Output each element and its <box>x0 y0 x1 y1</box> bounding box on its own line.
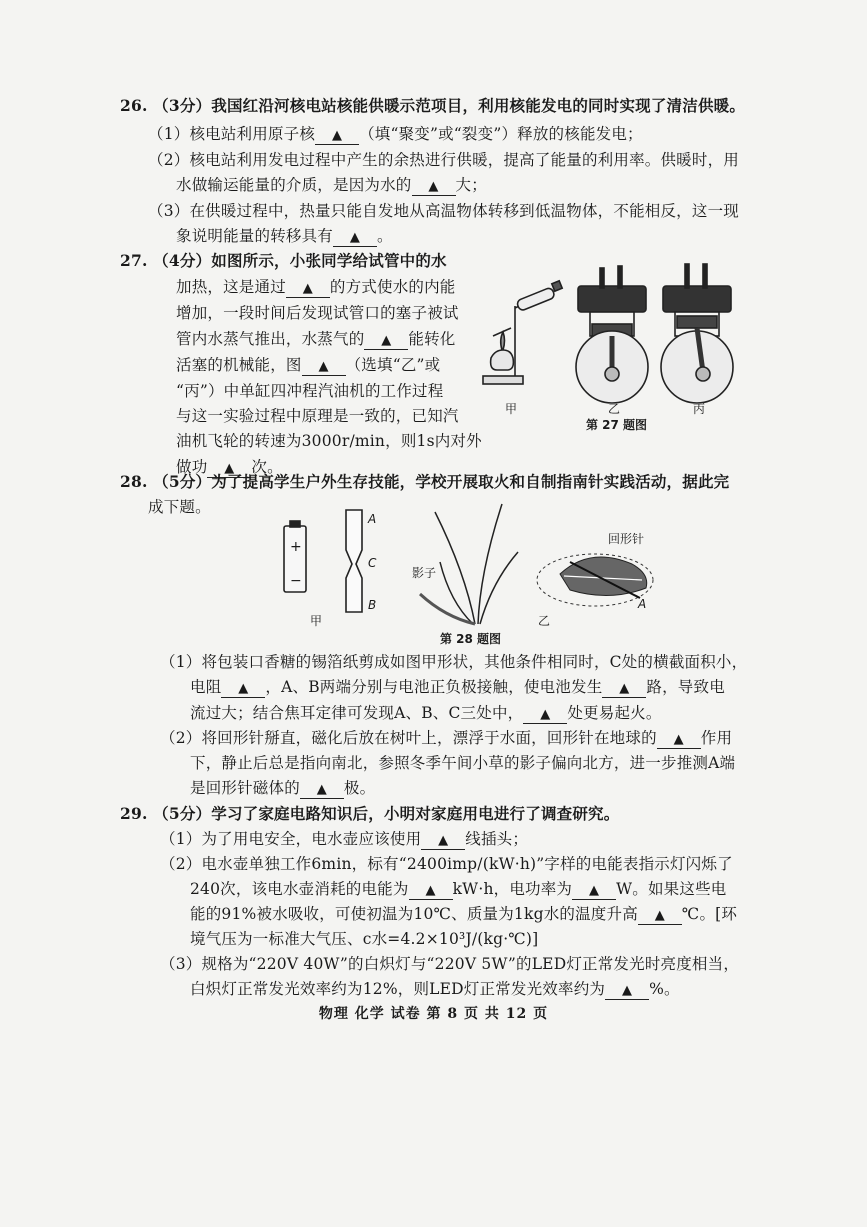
answer-blank[interactable]: ▲ <box>409 883 453 900</box>
q28-line2: 成下题。 <box>148 498 211 516</box>
q28-part2-line1 <box>160 728 732 749</box>
q28-p1-text-c: 路，导致电 <box>646 678 725 696</box>
q26-p1-text-b: （填“聚变”或“裂变”）释放的核能发电； <box>359 125 643 143</box>
q29-p3-text-b: %。 <box>649 980 680 998</box>
q29-part3-line1: （3）规格为“220V 40W”的白炽灯与“220V 5W”的LED灯正常发光时亮度相当， <box>160 955 740 973</box>
q29-part3-line2 <box>190 979 680 1000</box>
q29-part2-line1: （2）电水壶单独工作6min，标有“2400imp/(kW·h)”字样的电能表指示灯闪烁了 <box>160 855 733 873</box>
q27-l5-text-b: （选填“乙”或 <box>345 356 441 374</box>
figure-27-drawing <box>475 258 740 418</box>
q27-l5-text-a: 活塞的机械能，图 <box>176 356 302 374</box>
fig27-caption: 第 27 题图 <box>586 418 648 432</box>
battery-plus: + <box>290 539 302 555</box>
answer-blank[interactable]: ▲ <box>315 128 359 145</box>
leaf-end-label-a: A <box>638 597 647 611</box>
q29-part2-line3 <box>190 904 737 925</box>
q27-header: 27. （4分）如图所示，小张同学给试管中的水 <box>120 251 447 270</box>
q29-p3-text-a: 白炽灯正常发光效率约为12%，则LED灯正常发光效率约为 <box>190 980 606 998</box>
q29-p1-text-b: 线插头； <box>465 830 529 848</box>
foil-label-c: C <box>368 556 377 570</box>
q28-header: 28. （5分）为了提高学生户外生存技能，学校开展取火和自制指南针实践活动，据此完 <box>120 472 730 491</box>
q27-l2-text-a: 加热，这是通过 <box>176 278 286 296</box>
q26-p3-text-a: 象说明能量的转移具有 <box>176 227 334 245</box>
fig28-label-jia: 甲 <box>310 614 323 628</box>
answer-blank[interactable]: ▲ <box>286 281 330 298</box>
answer-blank[interactable]: ▲ <box>207 461 251 478</box>
q28-p1-text-a: 电阻 <box>190 678 222 696</box>
answer-blank[interactable]: ▲ <box>221 681 265 698</box>
q28-part1-line3 <box>190 703 662 724</box>
engine-yi <box>576 266 648 403</box>
q27-line3: 增加，一段时间后发现试管口的塞子被试 <box>176 304 459 322</box>
q29-p2-text-c: W。如果这些电 <box>616 880 727 898</box>
q29-part2-line4: 境气压为一标准大气压、c水=4.2×10³J/(kg·℃)] <box>190 930 539 948</box>
q28-part2-line3 <box>190 778 375 799</box>
fig27-label-bing: 丙 <box>693 402 706 416</box>
page-footer: 物理 化学 试卷 第 8 页 共 12 页 <box>318 1006 549 1022</box>
q27-l9-text-b: 次。 <box>251 458 283 476</box>
q26-part3-line2 <box>176 226 393 247</box>
q28-part1-line2 <box>190 677 725 698</box>
answer-blank[interactable]: ▲ <box>421 833 465 850</box>
test-tube-apparatus <box>483 281 562 384</box>
q29-p2-l3-text-b: ℃。[环 <box>681 905 738 923</box>
q26-header: 26. （3分）我国红沿河核电站核能供暖示范项目，利用核能发电的同时实现了清洁供暖。 <box>120 96 746 115</box>
fig27-label-jia: 甲 <box>505 402 518 416</box>
q29-part1 <box>160 829 528 850</box>
q26-part2-line1: （2）核电站利用发电过程中产生的余热进行供暖，提高了能量的利用率。供暖时，用 <box>148 151 739 169</box>
q28-p2-l3-text-b: 极。 <box>343 779 376 797</box>
q28-p2-l3-text-a: 是回形针磁体的 <box>190 779 300 797</box>
q29-part2-line2 <box>190 879 726 900</box>
q27-line5 <box>176 355 440 376</box>
q27-l2-text-b: 的方式使水的内能 <box>329 278 456 296</box>
q27-l4-text-a: 管内水蒸气推出，水蒸气的 <box>176 330 365 348</box>
foil-label-b: B <box>368 598 377 612</box>
q27-line2 <box>176 277 456 298</box>
foil-label-a: A <box>368 512 377 526</box>
fig28-label-yi: 乙 <box>538 614 551 628</box>
answer-blank[interactable]: ▲ <box>602 681 646 698</box>
figure-28-drawing <box>270 502 690 630</box>
q27-line4 <box>176 329 456 350</box>
q26-p1-text-a: （1）核电站利用原子核 <box>148 125 316 143</box>
q29-header: 29. （5分）学习了家庭电路知识后，小明对家庭用电进行了调查研究。 <box>120 804 620 823</box>
answer-blank[interactable]: ▲ <box>657 732 701 749</box>
q28-line1 <box>120 472 729 492</box>
q28-p1-text-b: ，A、B两端分别与电池正负极接触，使电池发生 <box>265 678 603 696</box>
shadow-label: 影子 <box>412 566 437 580</box>
q27-l4-text-b: 能转化 <box>408 330 456 348</box>
figure-28 <box>270 502 690 630</box>
q27-line1 <box>120 251 447 271</box>
answer-blank[interactable]: ▲ <box>302 359 346 376</box>
q28-p1-l3-text-b: 处更易起火。 <box>567 704 662 722</box>
engine-bing <box>661 264 733 403</box>
q26-p2-text-a: 水做输运能量的介质，是因为水的 <box>176 176 412 194</box>
answer-blank[interactable]: ▲ <box>300 782 344 799</box>
q28-p1-l3-text-a: 流过大；结合焦耳定律可发现A、B、C三处中， <box>190 704 524 722</box>
q28-part2-line2: 下，静止后总是指向南北，参照冬季午间小草的影子偏向北方，进一步推测A端 <box>190 754 736 772</box>
answer-blank[interactable]: ▲ <box>572 883 616 900</box>
q26-part2-line2 <box>176 175 487 196</box>
q29-p2-text-a: 240次，该电水壶消耗的电能为 <box>190 880 409 898</box>
q29-p2-text-b: kW·h，电功率为 <box>452 880 573 898</box>
answer-blank[interactable]: ▲ <box>412 179 456 196</box>
fig28-caption: 第 28 题图 <box>440 632 502 646</box>
q26-p3-text-b: 。 <box>377 227 393 245</box>
q29-p2-l3-text-a: 能的91%被水吸收，可使初温为10℃、质量为1kg水的温度升高 <box>190 905 638 923</box>
answer-blank[interactable]: ▲ <box>605 983 649 1000</box>
paperclip-label: 回形针 <box>608 532 645 546</box>
q26-p2-text-b: 大； <box>455 176 487 194</box>
foil-strip <box>346 510 362 612</box>
leaf-on-water <box>537 554 653 606</box>
q28-p2-text-a: （2）将回形针掰直，磁化后放在树叶上，漂浮于水面，回形针在地球的 <box>160 729 657 747</box>
answer-blank[interactable]: ▲ <box>638 908 682 925</box>
q28-p2-text-b: 作用 <box>700 729 733 747</box>
q27-line6: “丙”）中单缸四冲程汽油机的工作过程 <box>176 382 444 400</box>
figure-27 <box>475 258 740 418</box>
q27-line8: 油机飞轮的转速为3000r/min，则1s内对外 <box>176 432 482 450</box>
answer-blank[interactable]: ▲ <box>333 230 377 247</box>
q27-l9-text-a: 做功 <box>176 458 208 476</box>
q26-part3-line1: （3）在供暖过程中，热量只能自发地从高温物体转移到低温物体，不能相反，这一现 <box>148 202 739 220</box>
q26-part1 <box>148 124 643 145</box>
answer-blank[interactable]: ▲ <box>523 707 567 724</box>
q28-part1-line1: （1）将包装口香糖的锡箔纸剪成如图甲形状，其他条件相同时，C处的横截面积小， <box>160 653 748 671</box>
q27-line7: 与这一实验过程中原理是一致的，已知汽 <box>176 407 459 425</box>
fig27-label-yi: 乙 <box>608 402 621 416</box>
answer-blank[interactable]: ▲ <box>364 333 408 350</box>
battery-minus: − <box>290 573 302 589</box>
q29-p1-text-a: （1）为了用电安全，电水壶应该使用 <box>160 830 422 848</box>
